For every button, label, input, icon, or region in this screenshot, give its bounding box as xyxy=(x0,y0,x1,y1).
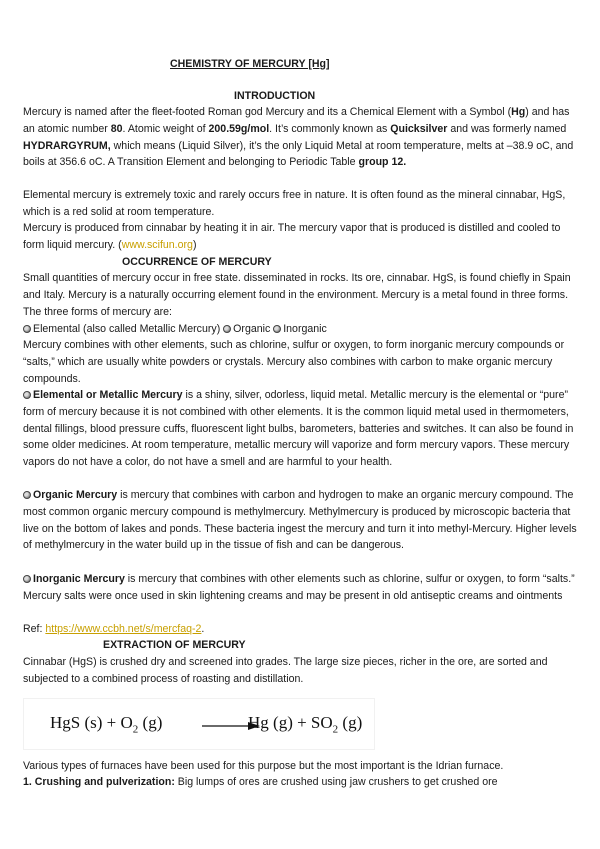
bullet-icon xyxy=(23,491,31,499)
form-organic: Organic xyxy=(233,323,271,335)
bullet-icon xyxy=(273,325,281,333)
elemental-mercury-paragraph: Elemental or Metallic Mercury is a shiny, silver, odorless, liquid metal. Metallic mercury is the elemental or “pure” form of mercury because it is not combined with other elements. It is the common liquid metal used in thermometers, dental fillings, blood pressure cuffs, fluorescent light bulbs, barometers, batteries and switches. It can also be found in some older medicines. At room temperature, metallic mercury will vaporize and form mercury vapors. These mercury vapors do not have a color, do not have a smell and are harmful to your health. xyxy=(23,389,574,469)
intro-paragraph-1: Mercury is named after the fleet-footed Roman god Mercury and its a Chemical Element with a Symbol (Hg) and has an atomic number 80. Atomic weight of 200.59g/mol. It’s commonly known as Quicksilver and was formerly named HYDRARGYRUM, which means (Liquid Silver), it’s the only Liquid Metal at room temperature, melts at –38.9 oC, and boils at 356.6 oC. A Transition Element and belonging to Periodic Table group 12. xyxy=(23,106,574,169)
organic-mercury-paragraph: Organic Mercury is mercury that combines with carbon and hydrogen to make an organic mercury compound. The most common organic mercury compound is methylmercury. Methylmercury is produced by microscopic bacteria that live on the bottom of lakes and ponds. These bacteria ingest the mercury and turn it into methyl-Mercury. Higher levels of methylmercury in the water build up in the tissue of fish and can be dangerous. xyxy=(23,489,577,552)
extraction-paragraph-2: Various types of furnaces have been used for this purpose but the most important is the Idrian furnace. xyxy=(23,760,504,772)
symbol-value: Hg xyxy=(511,106,526,118)
form-inorganic: Inorganic xyxy=(283,323,327,335)
chemical-equation xyxy=(23,698,375,750)
atomic-weight-value: 200.59g/mol xyxy=(208,122,270,135)
reference-line: Ref: https://www.ccbh.net/s/mercfaq-2. xyxy=(23,623,205,635)
bullet-icon xyxy=(23,575,31,583)
ccbh-reference-link[interactable]: https://www.ccbh.net/s/mercfaq-2 xyxy=(45,623,202,635)
document-title: CHEMISTRY OF MERCURY [Hg] xyxy=(170,58,330,70)
crushing-step-title: 1. Crushing and pulverization: xyxy=(23,776,175,788)
intro-paragraph-2: Elemental mercury is extremely toxic and rarely occurs free in nature. It is often found as the mineral cinnabar, HgS, which is a red solid at room temperature. xyxy=(23,189,566,218)
extraction-heading: EXTRACTION OF MERCURY xyxy=(103,639,246,651)
equation-products: Hg $(g) + SO_2$ (g) xyxy=(248,713,363,736)
form-elemental: Elemental (also called Metallic Mercury) xyxy=(33,323,221,335)
organic-mercury-title: Organic Mercury xyxy=(33,489,118,501)
group-value: group 12. xyxy=(358,156,407,169)
equation-reactants: HgS $(s) + O_2$ (g) xyxy=(50,713,163,736)
occurrence-heading: OCCURRENCE OF MERCURY xyxy=(122,256,272,268)
occurrence-paragraph-2: Mercury combines with other elements, such as chlorine, sulfur or oxygen, to form inorganic mercury compounds or “salts,” which are usually white powders or crystals. Mercury also combines with carbon to make organic mercury compounds. xyxy=(23,339,565,385)
hydrargyrum-term: HYDRARGYRUM, xyxy=(23,139,111,152)
inorganic-mercury-title: Inorganic Mercury xyxy=(33,573,125,585)
quicksilver-term: Quicksilver xyxy=(390,122,448,135)
inorganic-mercury-paragraph: Inorganic Mercury is mercury that combines with other elements such as chlorine, sulfur or oxygen, to form “salts.” Mercury salts were once used in skin lightening creams and may be present in old antiseptic creams and ointments xyxy=(23,573,575,602)
bullet-icon xyxy=(223,325,231,333)
bullet-icon xyxy=(23,325,31,333)
bullet-icon xyxy=(23,391,31,399)
forms-list xyxy=(23,321,580,338)
occurrence-paragraph-1: Small quantities of mercury occur in free state. disseminated in rocks. Its ore, cinnabar. HgS, is found chiefly in Spain and Italy. Mercury is a naturally occurring element found in the environment. Mercury is a metal found in three forms. The three forms of mercury are: xyxy=(23,272,571,318)
scifun-link[interactable]: www.scifun.org xyxy=(121,238,193,251)
extraction-paragraph-1: Cinnabar (HgS) is crushed dry and screened into grades. The large size pieces, richer in the ore, are sorted and subjected to a combined process of roasting and distillation. xyxy=(23,656,548,685)
atomic-number-value: 80 xyxy=(110,122,123,135)
elemental-mercury-title: Elemental or Metallic Mercury xyxy=(33,389,183,401)
intro-paragraph-3: Mercury is produced from cinnabar by heating it in air. The mercury vapor that is produced is distilled and cooled to form liquid mercury. (www.scifun.org) xyxy=(23,222,561,251)
introduction-heading: INTRODUCTION xyxy=(234,90,316,102)
crushing-step: 1. Crushing and pulverization: Big lumps of ores are crushed using jaw crushers to get crushed ore xyxy=(23,776,498,788)
